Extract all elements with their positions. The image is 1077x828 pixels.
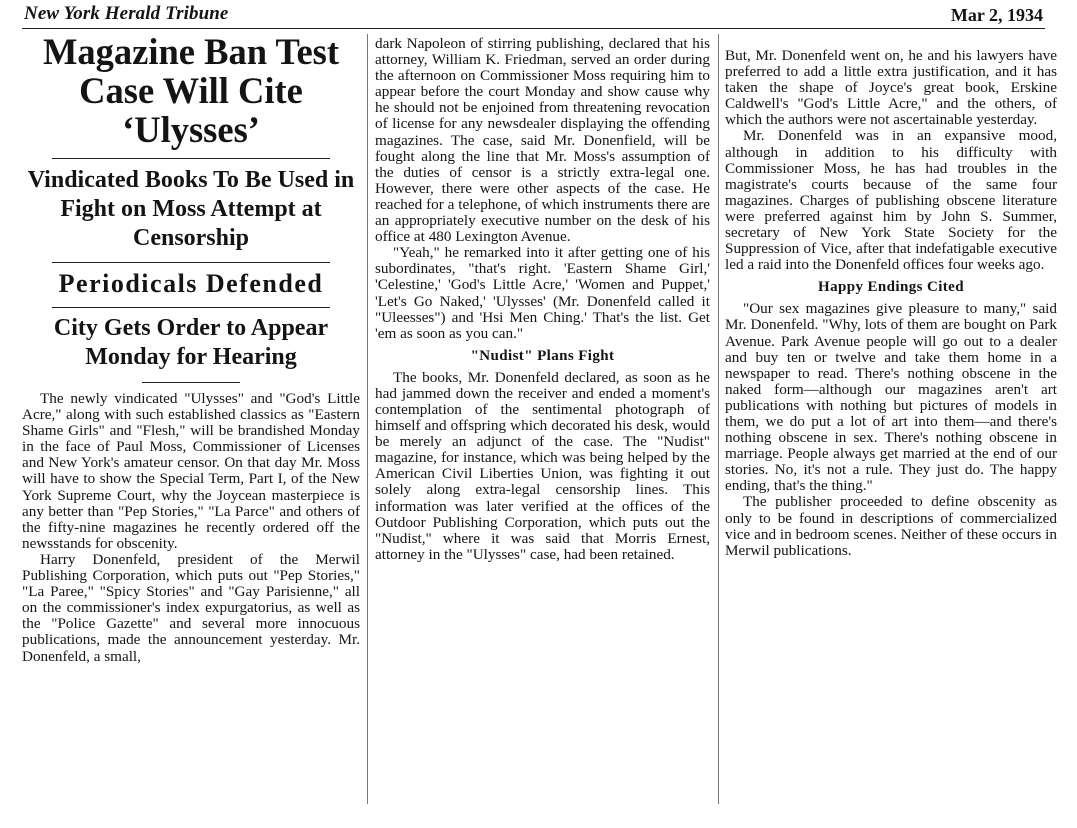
- article-paragraph: "Yeah," he remarked into it after getting one of his subordinates, "that's right. 'Eastern Shame Girl,' 'Celestine,' 'God's Little Acre,' 'Women and Puppet,' 'Let's Go Naked,' 'Ulysses' (Mr. Donenfeld called it "Uleesses") and 'Hsi Men Ching.' That's the list. Get 'em as soon as you can.": [375, 244, 710, 342]
- article-paragraph: But, Mr. Donenfeld went on, he and his lawyers have preferred to add a little extra justification, and it has taken the shape of Joyce's great book, Erskine Caldwell's "God's Little Acre," and the others, of which the authors were not ascertainable yesterday.: [725, 48, 1057, 129]
- subheading: Happy Endings Cited: [818, 279, 964, 296]
- article-column-3: [725, 48, 1057, 828]
- headline-divider: [52, 158, 330, 159]
- article-paragraph: Mr. Donenfeld was in an expansive mood, although in addition to his difficulty with Commissioner Moss, he has had troubles in the magistrate's courts because of the same four magazines. Charges of publishing obscene literature were preferred against him by John S. Summer, secretary of New York State Society for the Suppression of Vice, after that indefatigable executive led a raid into the Donenfeld offices four weeks ago.: [725, 127, 1057, 274]
- article-column-2: [375, 36, 710, 816]
- article-column-1: [22, 30, 360, 810]
- subheading: "Nudist" Plans Fight: [470, 347, 615, 364]
- newspaper-name: New York Herald Tribune: [24, 3, 229, 24]
- column-divider: [718, 34, 719, 804]
- headline-deck-3: City Gets Order to Appear Monday for Hearing: [53, 315, 329, 370]
- headline-deck-2: Periodicals Defended: [58, 269, 324, 298]
- article-paragraph: "Our sex magazines give pleasure to many," said Mr. Donenfeld. "Why, lots of them are bought on Park Avenue. Park Avenue people will go out to a dealer and buy ten or twelve and take them home in a newspaper to read. There's nothing obscene in the naked form—although our magazines aren't art publications with nothing but pictures of models in them, we do put a lot of art into them—and there's nothing obscene in sex. There's nothing obscene in marriage. People always get married at the end of our stories. No, it's not a rule. They just do. The happy ending, that's the thing.": [725, 300, 1057, 495]
- column-divider: [367, 34, 368, 804]
- publication-date: Mar 2, 1934: [950, 5, 1043, 25]
- headline-deck-1: Vindicated Books To Be Used in Fight on Moss Attempt at Censorship: [27, 167, 355, 251]
- main-headline: Magazine Ban Test Case Will Cite ‘Ulysses’: [42, 31, 340, 150]
- masthead: [22, 2, 1045, 29]
- article-paragraph: The books, Mr. Donenfeld declared, as soon as he had jammed down the receiver and ended a moment's contemplation of the sentimental photograph of himself and offspring which decorated his desk, would be merely an adjunct of the case. The "Nudist" magazine, for instance, which was being helped by the American Civil Liberties Union, was fighting it out solely along extra-legal censorship lines. This information was later verified at the offices of the Outdoor Publishing Corporation, which puts out the "Nudist," where it was said that Morris Ernest, attorney in the "Ulysses" case, had been retained.: [375, 368, 710, 563]
- article-paragraph: The newly vindicated "Ulysses" and "God's Little Acre," along with such established classics as "Eastern Shame Girls" and "Flesh," will be brandished Monday in the face of Paul Moss, Commissioner of Licenses and New York's amateur censor. On that day Mr. Moss will have to show the Special Term, Part I, of the New York Supreme Court, why the Joycean masterpiece is any better than "Pep Stories," "La Parce" and others of the fifty-nine magazines he recently ordered off the newsstands for obscenity.: [22, 390, 360, 552]
- article-paragraph: Harry Donenfeld, president of the Merwil Publishing Corporation, which puts out "Pep Stories," "La Paree," "Spicy Stories" and "Gay Parisienne," all on the commissioner's index expurgatorius, as well as the "Police Gazette" and several more innocuous publications, made the announcement yesterday. Mr. Donenfeld, a small,: [22, 550, 360, 665]
- article-paragraph: dark Napoleon of stirring publishing, declared that his attorney, William K. Friedman, served an order during the afternoon on Commissioner Moss requiring him to appear before the court Monday and show cause why he should not be enjoined from threatening revocation of license for any newsdealer displaying the offending magazines. The case, said Mr. Donenfield, will be fought along the line that Mr. Moss's assumption of the duties of censor is a strictly extra-legal one. However, there were other aspects of the case. He reached for a telephone, of which instruments there are an appropriately executive number on the desk of his office at 480 Lexington Avenue.: [375, 36, 710, 246]
- article-paragraph: The publisher proceeded to define obscenity as only to be found in descriptions of commercialized vice and in bedroom scenes. Neither of these occurs in Merwil publications.: [725, 493, 1057, 559]
- headline-divider: [52, 262, 330, 263]
- headline-divider: [52, 307, 330, 308]
